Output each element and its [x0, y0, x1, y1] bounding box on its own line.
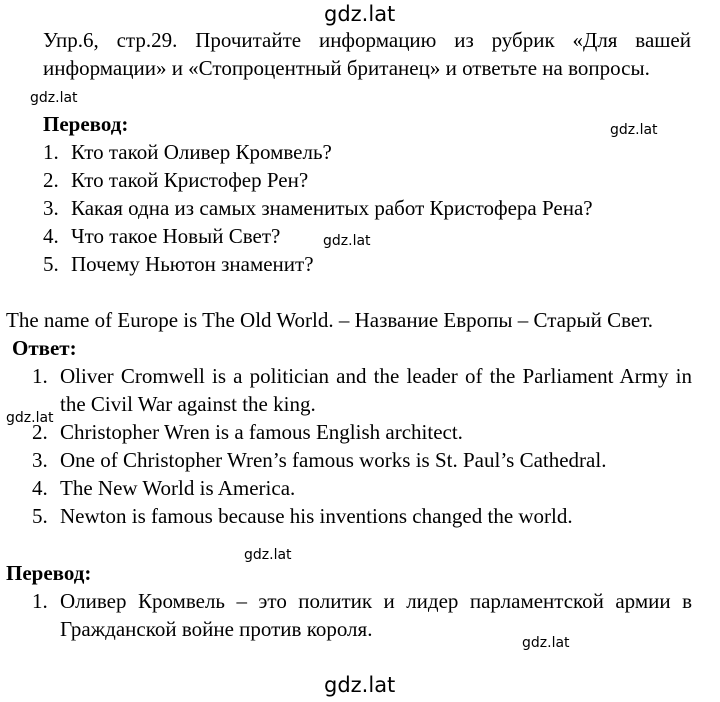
question-text: Почему Ньютон знаменит? [71, 252, 314, 276]
answer-text: Christopher Wren is a famous English architect. [60, 420, 463, 444]
answer-number: 3. [32, 448, 48, 472]
answer-text-line1: Oliver Cromwell is a politician and the leader of the Parliament Army in [60, 364, 692, 388]
answer-text: Newton is famous because his inventions changed the world. [60, 504, 573, 528]
question-text: Какая одна из самых знаменитых работ Кристофера Рена? [71, 196, 593, 220]
exercise-header-line1: Упр.6, стр.29. Прочитайте информацию из рубрик «Для вашей [43, 28, 691, 52]
question-text: Кто такой Оливер Кромвель? [71, 140, 332, 164]
question-text: Кто такой Кристофер Рен? [71, 168, 309, 192]
europe-line: The name of Europe is The Old World. – Название Европы – Старый Свет. [6, 308, 654, 332]
watermark-bottom: gdz.lat [324, 673, 396, 697]
watermark-top: gdz.lat [324, 2, 396, 26]
watermark: gdz.lat [610, 122, 658, 138]
watermark: gdz.lat [6, 410, 54, 426]
exercise-header-line2: информации» и «Стопроцентный британец» и ответьте на вопросы. [43, 56, 650, 80]
answer-text-line2: the Civil War against the king. [60, 392, 316, 416]
question-number: 5. [43, 252, 59, 276]
watermark: gdz.lat [522, 635, 570, 651]
translation2-line1: Оливер Кромвель – это политик и лидер парламентской армии в [60, 589, 692, 613]
translation2-number: 1. [32, 589, 48, 613]
answer-number: 1. [32, 364, 48, 388]
answer-number: 2. [32, 420, 48, 444]
question-text: Что такое Новый Свет? [71, 224, 281, 248]
translation2-line2: Гражданской войне против короля. [60, 617, 373, 641]
question-number: 1. [43, 140, 59, 164]
answer-text: One of Christopher Wren’s famous works is St. Paul’s Cathedral. [60, 448, 607, 472]
question-number: 2. [43, 168, 59, 192]
watermark: gdz.lat [323, 233, 371, 249]
answer-number: 5. [32, 504, 48, 528]
answer-heading: Ответ: [12, 336, 77, 360]
watermark: gdz.lat [244, 547, 292, 563]
watermark: gdz.lat [30, 90, 78, 106]
translation2-heading: Перевод: [6, 561, 92, 585]
answer-text: The New World is America. [60, 476, 296, 500]
question-number: 4. [43, 224, 59, 248]
translation-heading: Перевод: [43, 112, 129, 136]
answer-number: 4. [32, 476, 48, 500]
question-number: 3. [43, 196, 59, 220]
